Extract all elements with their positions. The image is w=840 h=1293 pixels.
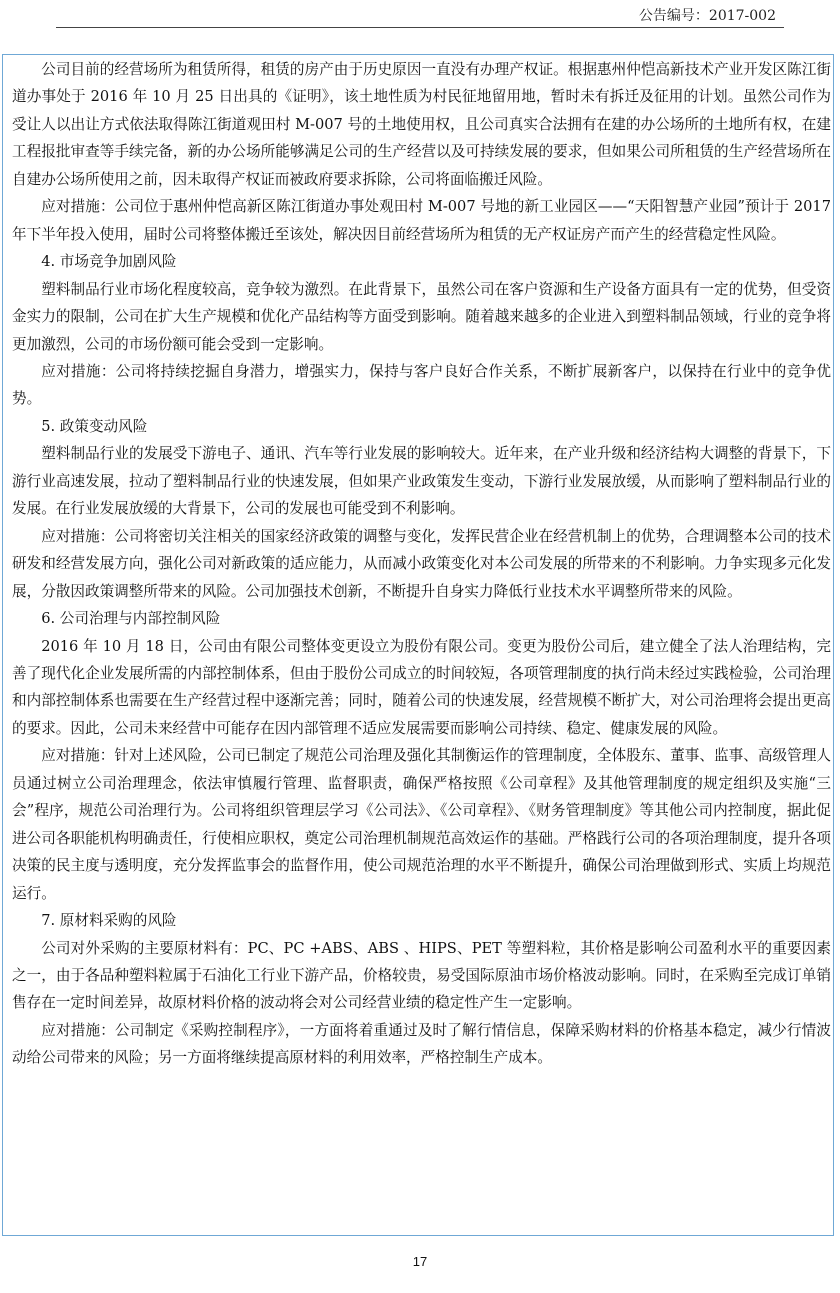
heading-raw-material-risk: 7. 原材料采购的风险 <box>41 912 177 930</box>
heading-market-competition-risk: 4. 市场竞争加剧风险 <box>41 253 177 271</box>
paragraph-policy-change: 塑料制品行业的发展受下游电子、通讯、汽车等行业发展的影响较大。近年来，在产业升级和经济结构大调整的背景下，下游行业高速发展，拉动了塑料制品行业的快速发展，但如果产业政策发生变动，下游行业发展放缓，从而影响了塑料制品行业的发展。在行业发展放缓的大背景下，公司的发展也可能受到不利影响。 <box>12 445 831 518</box>
paragraph-policy-measure: 应对措施：公司将密切关注相关的国家经济政策的调整与变化，发挥民营企业在经营机制上的优势，合理调整本公司的技术研发和经营发展方向，强化公司对新政策的适应能力，从而减小政策变化对本公司发展的所带来的不利影响。力争实现多元化发展，分散因政策调整所带来的风险。公司加强技术创新，不断提升自身实力降低行业技术水平调整所带来的风险。 <box>12 527 831 600</box>
paragraph-competition-measure: 应对措施：公司将持续挖掘自身潜力，增强实力，保持与客户良好合作关系，不断扩展新客户，以保持在行业中的竞争优势。 <box>12 362 831 408</box>
paragraph-governance-measure: 应对措施：针对上述风险，公司已制定了规范公司治理及强化其制衡运作的管理制度，全体股东、董事、监事、高级管理人员通过树立公司治理理念，依法审慎履行管理、监督职责，确保严格按照《公司章程》及其他管理制度的规定组织及实施“三会”程序，规范公司治理行为。公司将组织管理层学习《公司法》、《公司章程》、《财务管理制度》等其他公司内控制度，据此促进公司各职能机构明确责任，行使相应职权，奠定公司治理机制规范高效运作的基础。严格践行公司的各项治理制度，提升各项决策的民主度与透明度，充分发挥监事会的监督作用，使公司规范治理的水平不断提升，确保公司治理做到形式、实质上均规范运行。 <box>12 747 831 902</box>
announcement-number: 公告编号：2017-002 <box>638 8 776 24</box>
paragraph-raw-material: 公司对外采购的主要原材料有：PC、PC +ABS、ABS 、HIPS、PET 等塑料粒，其价格是影响公司盈利水平的重要因素之一，由于各品种塑料粒属于石油化工行业下游产品，价格较贵，易受国际原油市场价格波动影响。同时，在采购至完成订单销售存在一定时间差异，故原材料价格的波动将会对公司经营业绩的稳定性产生一定影响。 <box>12 939 831 1012</box>
paragraph-raw-material-measure: 应对措施：公司制定《采购控制程序》，一方面将着重通过及时了解行情信息，保障采购材料的价格基本稳定，减少行情波动给公司带来的风险；另一方面将继续提高原材料的利用效率，严格控制生产成本。 <box>12 1021 831 1067</box>
heading-governance-risk: 6. 公司治理与内部控制风险 <box>41 610 221 628</box>
paragraph-governance: 2016 年 10 月 18 日，公司由有限公司整体变更设立为股份有限公司。变更为股份公司后，建立健全了法人治理结构，完善了现代化企业发展所需的内部控制体系，但由于股份公司成立的时间较短，各项管理制度的执行尚未经过实践检验，公司治理和内部控制体系也需要在生产经营过程中逐渐完善；同时，随着公司的快速发展，经营规模不断扩大，对公司治理将会提出更高的要求。因此，公司未来经营中可能存在因内部管理不适应发展需要而影响公司持续、稳定、健康发展的风险。 <box>12 637 831 737</box>
paragraph-relocation-measure: 应对措施：公司位于惠州仲恺高新区陈江街道办事处观田村 M-007 号地的新工业园区——“天阳智慧产业园”预计于 2017 年下半年投入使用，届时公司将整体搬迁至该处，解决因目前经营场所为租赁的无产权证房产而产生的经营稳定性风险。 <box>12 198 831 243</box>
document-body <box>12 56 831 1072</box>
page-header <box>0 0 840 30</box>
paragraph-market-competition: 塑料制品行业市场化程度较高，竞争较为激烈。在此背景下，虽然公司在客户资源和生产设备方面具有一定的优势，但受资金实力的限制，公司在扩大生产规模和优化产品结构等方面受到影响。随着越来越多的企业进入到塑料制品领域，行业的竞争将更加激烈，公司的市场份额可能会受到一定影响。 <box>12 280 831 353</box>
heading-policy-change-risk: 5. 政策变动风险 <box>41 417 148 435</box>
header-divider <box>56 27 784 28</box>
paragraph-leased-premises: 公司目前的经营场所为租赁所得，租赁的房产由于历史原因一直没有办理产权证。根据惠州仲恺高新技术产业开发区陈江街道办事处于 2016 年 10 月 25 日出具的《证明》，该土地性质为村民征地留用地，暂时未有拆迁及征用的计划。虽然公司作为受让人以出让方式依法取得陈江街道观田村 M-007 号的土地使用权，且公司真实合法拥有在建的办公场所的土地所有权，在建工程报批审查等手续完备，新的办公场所能够满足公司的生产经营以及可持续发展的要求，但如果公司所租赁的生产经营场所在自建办公场所使用之前，因未取得产权证而被政府要求拆除，公司将面临搬迁风险。 <box>12 61 831 188</box>
page-number: 17 <box>412 1254 428 1269</box>
